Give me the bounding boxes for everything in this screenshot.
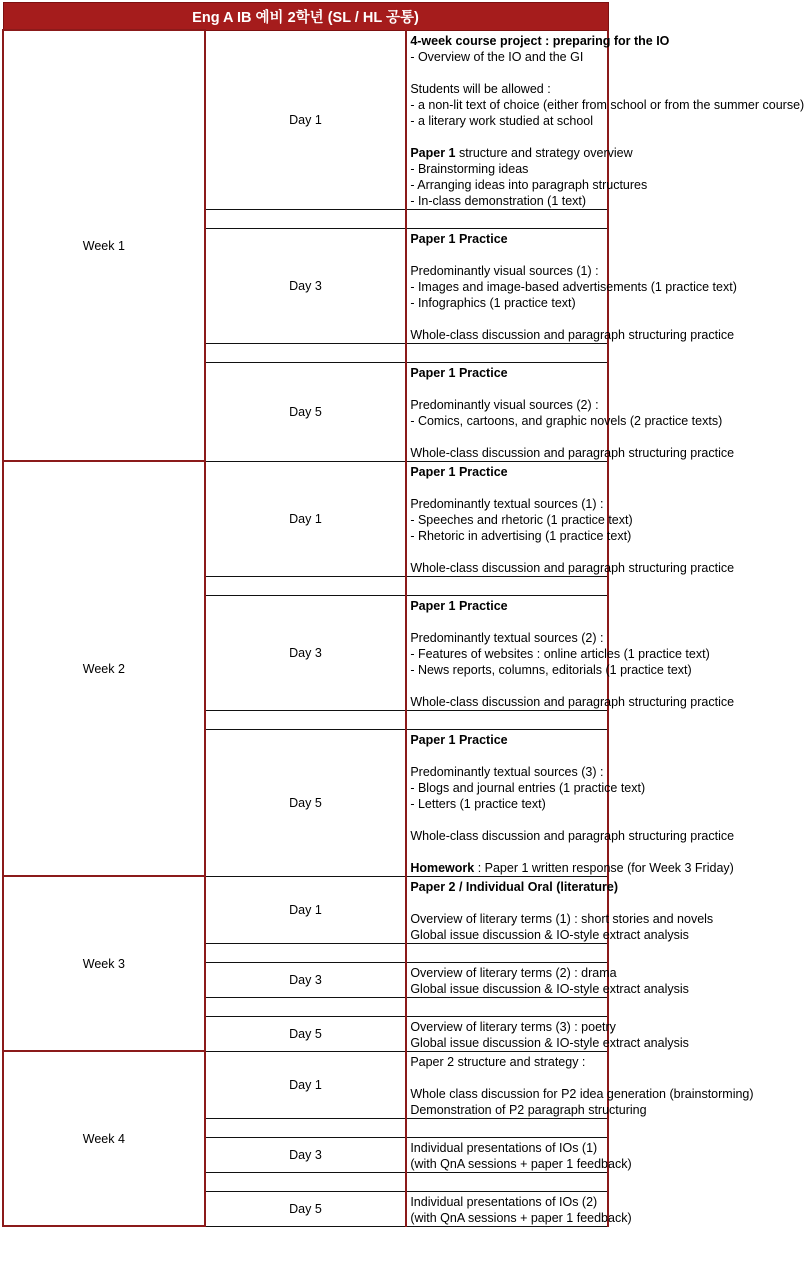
content-line (410, 464, 607, 480)
text: Whole-class discussion and paragraph structuring practice (410, 694, 735, 709)
spacer-cell (406, 997, 608, 1016)
text: Demonstration of P2 paragraph structuring (410, 1102, 647, 1117)
content-line (410, 193, 607, 209)
day-label: Day 3 (205, 962, 407, 997)
text: Global issue discussion & IO-style extract analysis (410, 1035, 689, 1050)
content-line (410, 694, 735, 710)
spacer-cell (205, 943, 407, 962)
text: - Letters (1 practice text) (410, 796, 546, 811)
content-line (410, 1054, 607, 1070)
content-line (410, 413, 723, 429)
content-line (410, 981, 689, 997)
day-content (406, 30, 804, 209)
blank-line (410, 429, 607, 445)
spacer-cell (406, 710, 608, 729)
blank-line (410, 614, 607, 630)
text: (with QnA sessions + paper 1 feedback) (410, 1156, 632, 1171)
day-content (406, 962, 689, 997)
text: Predominantly visual sources (2) : (410, 397, 599, 412)
blank-line (410, 381, 607, 397)
bold-text: Paper 1 Practice (410, 464, 508, 479)
blank-line (410, 480, 607, 496)
day-content (406, 228, 737, 343)
day-label: Day 1 (205, 30, 407, 209)
bold-text: Paper 1 Practice (410, 365, 508, 380)
bold-text: Paper 1 Practice (410, 231, 508, 246)
blank-line (410, 748, 607, 764)
text: Students will be allowed : (410, 81, 551, 96)
text: - a literary work studied at school (410, 113, 594, 128)
blank-line (410, 895, 607, 911)
day-label: Day 3 (205, 1137, 407, 1172)
text: - Rhetoric in advertising (1 practice text) (410, 528, 632, 543)
day-label: Day 3 (205, 228, 407, 343)
text: - Overview of the IO and the GI (410, 49, 584, 64)
day-content (406, 1051, 754, 1118)
day-content (406, 729, 735, 876)
text: : Paper 1 written response (for Week 3 Friday) (474, 860, 734, 875)
text: Individual presentations of IOs (1) (410, 1140, 598, 1155)
bold-text: 4-week course project : preparing for the IO (410, 33, 670, 48)
text: Predominantly textual sources (2) : (410, 630, 604, 645)
text: Global issue discussion & IO-style extract analysis (410, 981, 689, 996)
text: Overview of literary terms (1) : short stories and novels (410, 911, 714, 926)
day-label: Day 5 (205, 362, 407, 461)
bold-text: Paper 1 (410, 145, 456, 160)
content-line (410, 630, 607, 646)
text: Whole class discussion for P2 idea generation (brainstorming) (410, 1086, 754, 1101)
week-label: Week 4 (3, 1051, 205, 1226)
content-line (410, 295, 607, 311)
text: Predominantly textual sources (1) : (410, 496, 604, 511)
content-line (410, 780, 646, 796)
table-row (3, 1051, 608, 1118)
spacer-cell (406, 343, 608, 362)
text: - News reports, columns, editorials (1 practice text) (410, 662, 692, 677)
spacer-cell (205, 710, 407, 729)
text: Individual presentations of IOs (2) (410, 1194, 598, 1209)
content-line (410, 1210, 632, 1226)
content-line (410, 263, 607, 279)
spacer-cell (205, 1172, 407, 1191)
table-row (3, 30, 608, 209)
content-line (410, 97, 804, 113)
content-line (410, 327, 735, 343)
content-line (410, 365, 607, 381)
content-line (410, 1194, 607, 1210)
week-label: Week 3 (3, 876, 205, 1051)
content-line (410, 860, 734, 876)
content-line (410, 113, 607, 129)
day-content (406, 595, 735, 710)
day-label: Day 1 (205, 876, 407, 943)
spacer-cell (406, 209, 608, 228)
day-label: Day 1 (205, 1051, 407, 1118)
text: - Images and image-based advertisements (1 practice text) (410, 279, 737, 294)
day-content (406, 362, 735, 461)
bold-text: Paper 2 / Individual Oral (literature) (410, 879, 619, 894)
table-row (3, 461, 608, 576)
text: - Blogs and journal entries (1 practice text) (410, 780, 646, 795)
text: structure and strategy overview (455, 145, 633, 160)
text: - Infographics (1 practice text) (410, 295, 576, 310)
text: - Comics, cartoons, and graphic novels (2 practice texts) (410, 413, 723, 428)
blank-line (410, 311, 607, 327)
blank-line (410, 812, 607, 828)
spacer-cell (406, 576, 608, 595)
schedule-sheet (2, 2, 804, 1227)
content-line (410, 1019, 616, 1035)
spacer-cell (406, 943, 608, 962)
table-title: Eng A IB 예비 2학년 (SL / HL 공통) (3, 3, 608, 31)
content-line (410, 145, 633, 161)
text: - In-class demonstration (1 text) (410, 193, 587, 208)
content-line (410, 1156, 632, 1172)
text: Whole-class discussion and paragraph structuring practice (410, 445, 735, 460)
day-label: Day 1 (205, 461, 407, 576)
bold-text: Paper 1 Practice (410, 732, 508, 747)
content-line (410, 279, 737, 295)
week-label: Week 1 (3, 30, 205, 461)
content-line (410, 927, 689, 943)
content-line (410, 965, 617, 981)
day-content (406, 876, 714, 943)
spacer-cell (205, 343, 407, 362)
content-line (410, 662, 692, 678)
day-label: Day 5 (205, 1016, 407, 1051)
content-line (410, 560, 735, 576)
content-line (410, 1140, 607, 1156)
content-line (410, 764, 607, 780)
content-line (410, 1086, 754, 1102)
content-line (410, 81, 607, 97)
content-line (410, 161, 607, 177)
bold-text: Paper 1 Practice (410, 598, 508, 613)
content-line (410, 33, 670, 49)
text: Whole-class discussion and paragraph structuring practice (410, 560, 735, 575)
blank-line (410, 544, 607, 560)
text: Overview of literary terms (3) : poetry (410, 1019, 616, 1034)
text: Predominantly textual sources (3) : (410, 764, 604, 779)
content-line (410, 445, 735, 461)
content-line (410, 911, 714, 927)
content-line (410, 1035, 689, 1051)
spacer-cell (205, 997, 407, 1016)
content-line (410, 796, 607, 812)
text: Paper 2 structure and strategy : (410, 1054, 586, 1069)
week-label: Week 2 (3, 461, 205, 876)
blank-line (410, 844, 607, 860)
spacer-cell (406, 1118, 608, 1137)
spacer-cell (406, 1172, 608, 1191)
blank-line (410, 678, 607, 694)
content-line (410, 732, 607, 748)
text: Global issue discussion & IO-style extract analysis (410, 927, 689, 942)
content-line (410, 231, 607, 247)
spacer-cell (205, 209, 407, 228)
content-line (410, 512, 633, 528)
table-row (3, 876, 608, 943)
content-line (410, 646, 710, 662)
content-line (410, 49, 607, 65)
text: - Features of websites : online articles (1 practice text) (410, 646, 710, 661)
spacer-cell (205, 1118, 407, 1137)
text: - Brainstorming ideas (410, 161, 529, 176)
day-content (406, 1191, 632, 1226)
text: - Arranging ideas into paragraph structures (410, 177, 648, 192)
day-label: Day 5 (205, 729, 407, 876)
spacer-cell (205, 576, 407, 595)
content-line (410, 828, 735, 844)
content-line (410, 496, 607, 512)
day-content (406, 461, 735, 576)
text: - a non-lit text of choice (either from school or from the summer course) (410, 97, 804, 112)
text: Whole-class discussion and paragraph structuring practice (410, 828, 735, 843)
day-content (406, 1016, 689, 1051)
day-label: Day 5 (205, 1191, 407, 1226)
blank-line (410, 1070, 607, 1086)
content-line (410, 598, 607, 614)
content-line (410, 1102, 647, 1118)
schedule-table (2, 2, 804, 1227)
blank-line (410, 129, 607, 145)
text: - Speeches and rhetoric (1 practice text) (410, 512, 633, 527)
content-line (410, 528, 632, 544)
text: Predominantly visual sources (1) : (410, 263, 599, 278)
blank-line (410, 65, 607, 81)
text: Whole-class discussion and paragraph structuring practice (410, 327, 735, 342)
schedule-body (3, 30, 804, 1226)
content-line (410, 397, 607, 413)
day-label: Day 3 (205, 595, 407, 710)
bold-text: Homework (410, 860, 475, 875)
text: Overview of literary terms (2) : drama (410, 965, 617, 980)
day-content (406, 1137, 632, 1172)
content-line (410, 879, 619, 895)
blank-line (410, 247, 607, 263)
text: (with QnA sessions + paper 1 feedback) (410, 1210, 632, 1225)
content-line (410, 177, 648, 193)
